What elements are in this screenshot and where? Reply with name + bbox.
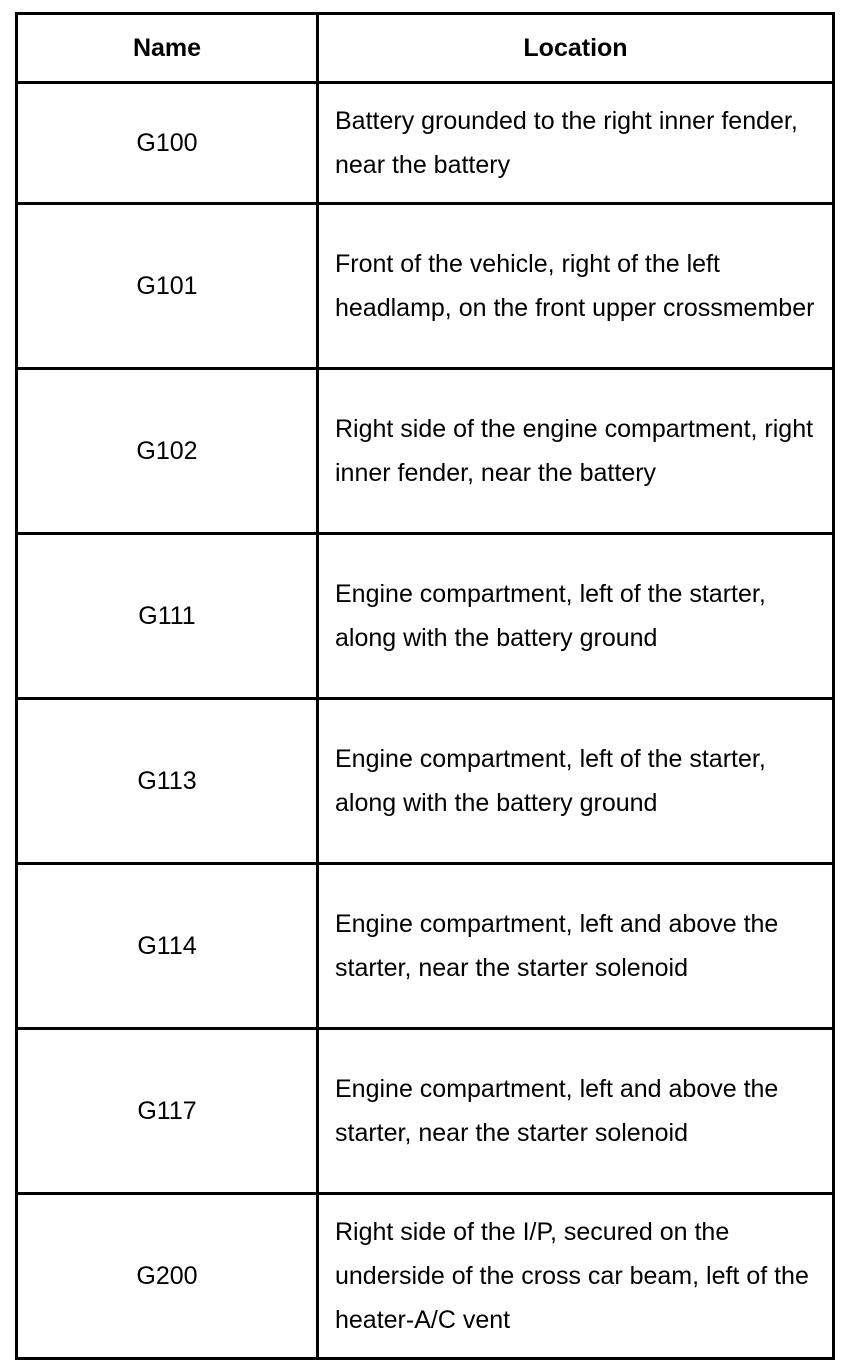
ground-location-text: Battery grounded to the right inner fender, near the battery — [335, 107, 798, 179]
table-row — [17, 534, 834, 699]
ground-name-cell: G200 — [17, 1194, 318, 1359]
ground-name-cell: G102 — [17, 369, 318, 534]
ground-location-cell — [318, 204, 834, 369]
ground-locations-table — [15, 12, 835, 1360]
ground-name-cell: G101 — [17, 204, 318, 369]
ground-location-text: Right side of the engine compartment, right inner fender, near the battery — [335, 415, 814, 487]
ground-name-cell: G111 — [17, 534, 318, 699]
ground-location-cell — [318, 1029, 834, 1194]
ground-location-cell — [318, 864, 834, 1029]
ground-name-cell: G114 — [17, 864, 318, 1029]
ground-name-cell: G117 — [17, 1029, 318, 1194]
ground-location-cell — [318, 83, 834, 204]
name-column-header: Name — [17, 14, 318, 83]
header-row — [17, 14, 834, 83]
table-row — [17, 369, 834, 534]
ground-location-cell — [318, 699, 834, 864]
table-row — [17, 699, 834, 864]
ground-location-cell — [318, 369, 834, 534]
ground-location-text: Front of the vehicle, right of the left headlamp, on the front upper crossmember — [335, 250, 815, 322]
ground-location-text: Engine compartment, left and above the starter, near the starter solenoid — [335, 910, 779, 982]
table-row — [17, 1194, 834, 1359]
ground-name-cell: G100 — [17, 83, 318, 204]
location-column-header: Location — [318, 14, 834, 83]
ground-location-text: Right side of the I/P, secured on the underside of the cross car beam, left of the heater-A/C vent — [335, 1218, 809, 1334]
table-row — [17, 83, 834, 204]
table-row — [17, 1029, 834, 1194]
ground-location-text: Engine compartment, left and above the starter, near the starter solenoid — [335, 1075, 779, 1147]
ground-location-text: Engine compartment, left of the starter, along with the battery ground — [335, 580, 766, 652]
table-row — [17, 864, 834, 1029]
ground-location-cell — [318, 1194, 834, 1359]
table-row — [17, 204, 834, 369]
ground-location-cell — [318, 534, 834, 699]
ground-name-cell: G113 — [17, 699, 318, 864]
ground-location-text: Engine compartment, left of the starter, along with the battery ground — [335, 745, 766, 817]
